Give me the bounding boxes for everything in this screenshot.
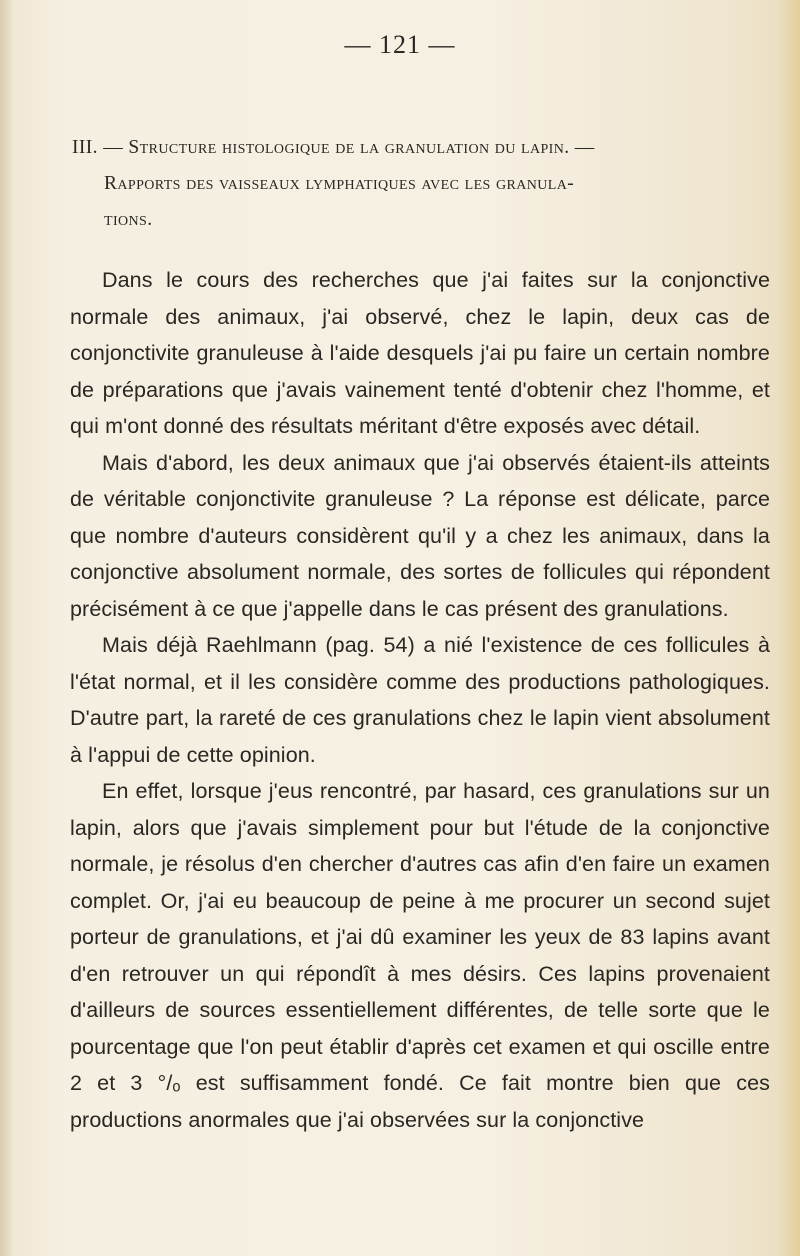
page-edge-discoloration xyxy=(778,0,800,1256)
section-heading xyxy=(72,130,772,238)
paragraph: En effet, lorsque j'eus rencontré, par hasard, ces granulations sur un lapin, alors que j'avais simplement pour but l'étude de la conjonctive normale, je résolus d'en chercher d'autres cas afin d'en faire un examen complet. Or, j'ai eu beaucoup de peine à me procurer un second sujet porteur de granulations, et j'ai dû examiner les yeux de 83 lapins avant d'en retrouver un qui répondît à mes désirs. Ces lapins provenaient d'ailleurs de sources essentiellement différentes, de telle sorte que le pourcentage que l'on peut établir d'après cet examen et qui oscille entre 2 et 3 °/ₒ est suffisamment fondé. Ce fait montre bien que ces productions anormales que j'ai observées sur la conjonctive xyxy=(70,779,770,1132)
paragraph: Mais déjà Raehlmann (pag. 54) a nié l'existence de ces follicules à l'état normal, et il les considère comme des productions pathologiques. D'autre part, la rareté de ces granulations chez le lapin vient absolument à l'appui de cette opinion. xyxy=(70,633,770,767)
heading-line-3: tions. xyxy=(104,209,153,230)
page-edge-shadow xyxy=(0,0,14,1256)
body-text xyxy=(70,262,770,1138)
page-number: — 121 — xyxy=(344,30,456,59)
heading-line-2: Rapports des vaisseaux lymphatiques avec les granula- xyxy=(104,173,575,194)
paragraph: Dans le cours des recherches que j'ai faites sur la conjonctive normale des animaux, j'ai observé, chez le lapin, deux cas de conjonctivite granuleuse à l'aide desquels j'ai pu faire un certain nombre de préparations que j'avais vainement tenté d'obtenir chez l'homme, et qui m'ont donné des résultats méritant d'être exposés avec détail. xyxy=(70,268,770,438)
heading-line-1: III. — Structure histologique de la granulation du lapin. — xyxy=(72,137,595,158)
paragraph: Mais d'abord, les deux animaux que j'ai observés étaient-ils atteints de véritable conjonctivite granuleuse ? La réponse est délicate, parce que nombre d'auteurs considèrent qu'il y a chez les animaux, dans la conjonctive absolument normale, des sortes de follicules qui répondent précisément à ce que j'appelle dans le cas présent des granulations. xyxy=(70,450,770,621)
